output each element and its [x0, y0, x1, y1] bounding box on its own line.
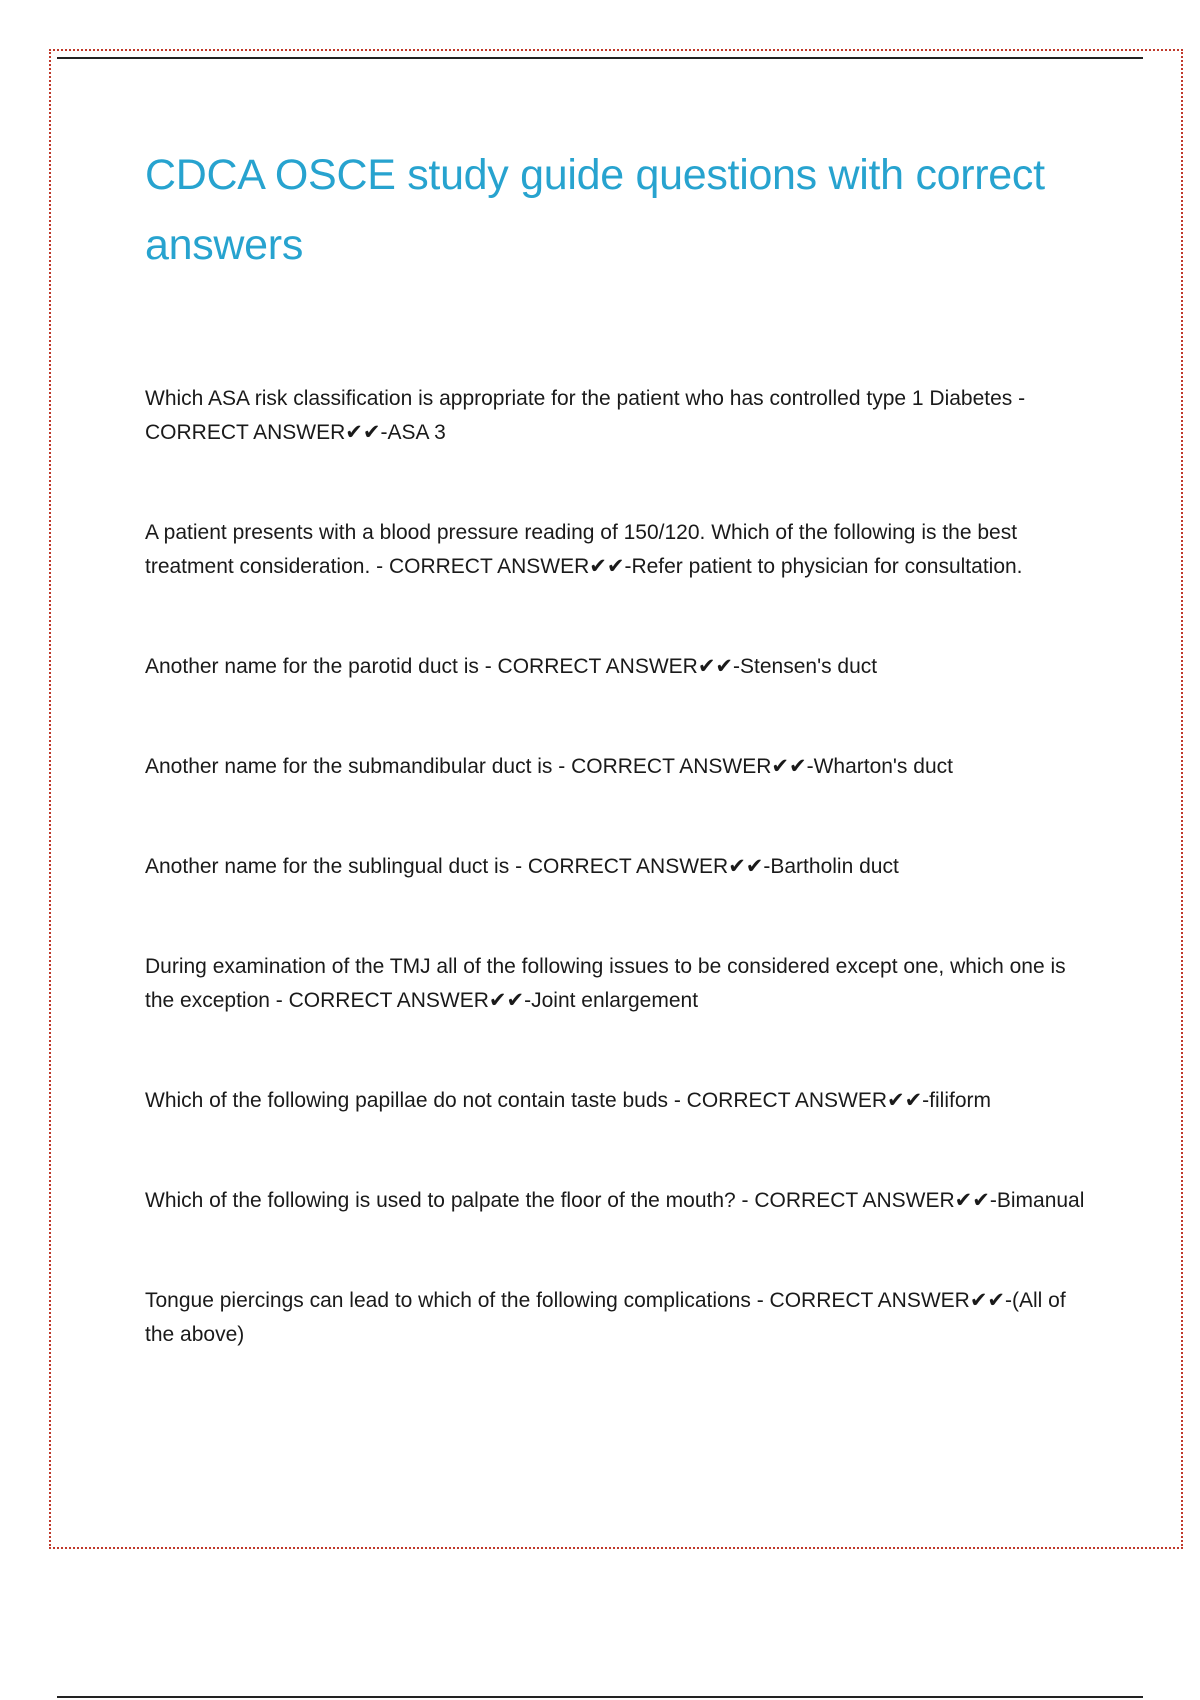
answer-text: filiform — [929, 1089, 992, 1112]
qa-item-1 — [145, 382, 1100, 450]
top-rule — [57, 57, 1143, 59]
answer-marker: - CORRECT ANSWER✔✔- — [558, 755, 814, 778]
qa-item-7 — [145, 1084, 1100, 1118]
bottom-rule — [57, 1696, 1143, 1698]
question-text: Which ASA risk classification is appropriate for the patient who has controlled type 1 Diabetes — [145, 387, 1013, 410]
answer-marker: - CORRECT ANSWER✔✔- — [673, 1089, 930, 1112]
question-text: A patient presents with a blood pressure reading of 150/120. Which of the following is the best treatment consideration. — [145, 521, 1018, 578]
question-text: Another name for the sublingual duct is — [145, 855, 510, 878]
qa-item-3 — [145, 650, 1100, 684]
qa-item-9 — [145, 1284, 1100, 1352]
answer-marker: - CORRECT ANSWER✔✔- — [376, 555, 632, 578]
answer-text: Refer patient to physician for consultation. — [631, 555, 1023, 578]
answer-marker: - CORRECT ANSWER✔✔- — [145, 387, 1026, 444]
question-text: Another name for the submandibular duct is — [145, 755, 553, 778]
answer-text: Stensen's duct — [740, 655, 878, 678]
qa-item-4 — [145, 750, 1100, 784]
answer-text: Wharton's duct — [813, 755, 953, 778]
answer-marker: - CORRECT ANSWER✔✔- — [515, 855, 771, 878]
question-text: Which of the following is used to palpate the floor of the mouth? — [145, 1189, 736, 1212]
answer-marker: - CORRECT ANSWER✔✔- — [275, 989, 532, 1012]
question-text: Another name for the parotid duct is — [145, 655, 479, 678]
question-text: Tongue piercings can lead to which of the following complications — [145, 1289, 751, 1312]
qa-item-6 — [145, 950, 1100, 1018]
answer-text: (All of the above) — [145, 1289, 1066, 1346]
answer-text: Joint enlargement — [531, 989, 699, 1012]
document-content — [145, 140, 1100, 1352]
qa-item-8 — [145, 1184, 1100, 1218]
question-text: During examination of the TMJ all of the following issues to be considered except one, which one is the exception — [145, 955, 1066, 1012]
answer-text: Bartholin duct — [770, 855, 899, 878]
answer-text: Bimanual — [996, 1189, 1085, 1212]
answer-marker: - CORRECT ANSWER✔✔- — [756, 1289, 1013, 1312]
answer-marker: - CORRECT ANSWER✔✔- — [484, 655, 741, 678]
question-text: Which of the following papillae do not contain taste buds — [145, 1089, 669, 1112]
answer-text: ASA 3 — [387, 421, 446, 444]
qa-item-2 — [145, 516, 1100, 584]
answer-marker: - CORRECT ANSWER✔✔- — [741, 1189, 997, 1212]
qa-item-5 — [145, 850, 1100, 884]
document-title: CDCA OSCE study guide questions with correct answers — [145, 151, 1045, 269]
